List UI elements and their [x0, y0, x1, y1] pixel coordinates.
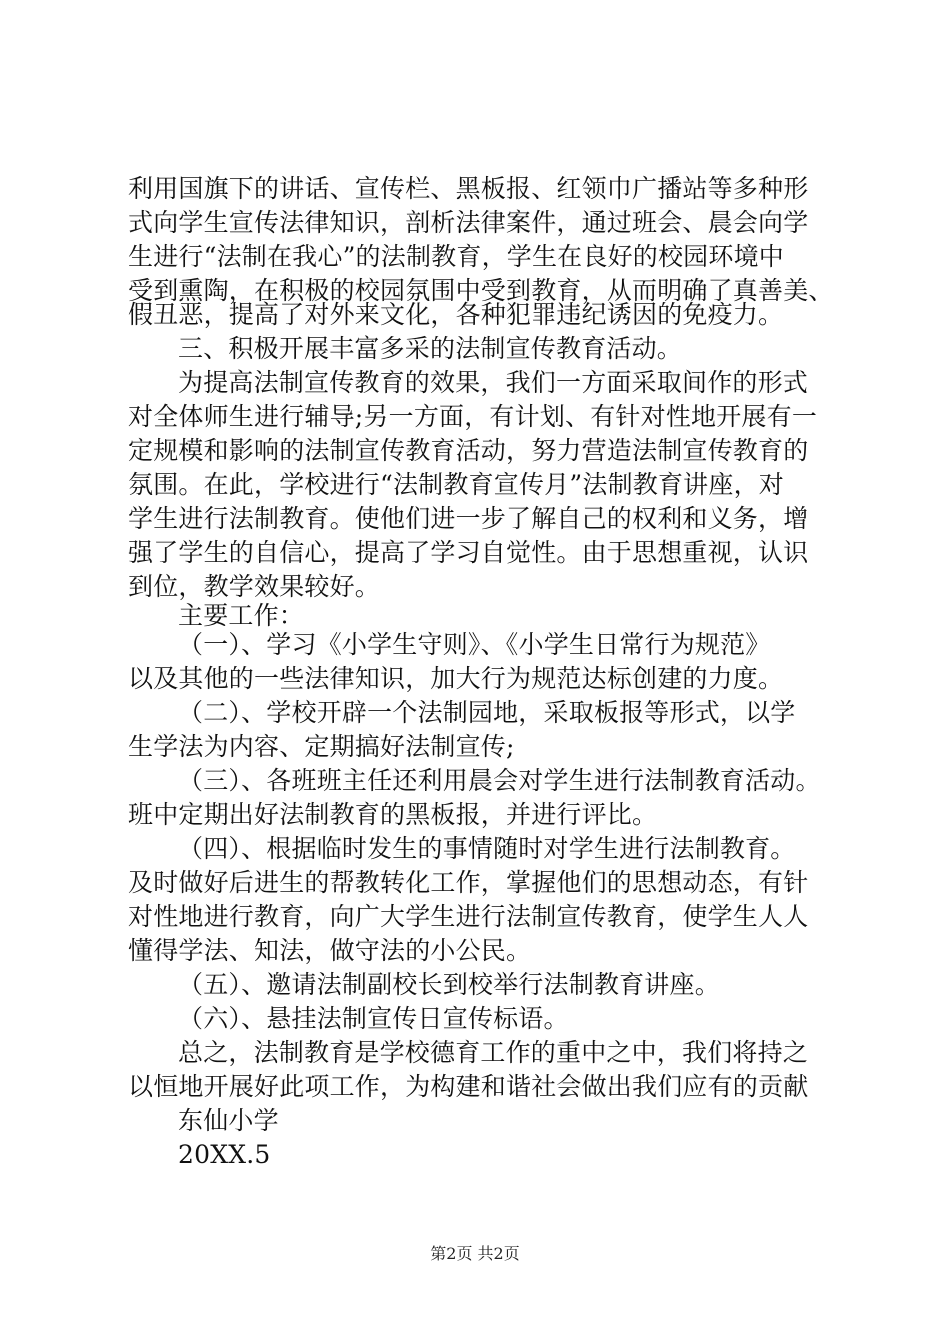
list-item-1-line: 以及其他的一些法律知识，加大行为规范达标创建的力度。: [128, 664, 784, 693]
paragraph-line: 式向学生宣传法律知识，剖析法律案件，通过班会、晨会向学: [128, 208, 809, 237]
list-item-2-line: （二）、学校开辟一个法制园地，采取板报等形式，以学: [178, 698, 796, 727]
list-item-4-line: （四）、根据临时发生的事情随时对学生进行法制教育。: [178, 834, 796, 863]
paragraph-line: 学生进行法制教育。使他们进一步了解自己的权利和义务，增: [128, 504, 809, 533]
conclusion-line: 总之，法制教育是学校德育工作的重中之中，我们将持之: [178, 1038, 809, 1067]
paragraph-line: 定规模和影响的法制宣传教育活动，努力营造法制宣传教育的: [128, 436, 809, 465]
paragraph-line: 假丑恶，提高了对外来文化，各种犯罪违纪诱因的免疫力。: [128, 300, 784, 329]
section-heading: 三、积极开展丰富多采的法制宣传教育活动。: [178, 334, 683, 363]
list-item-2-line: 生学法为内容、定期搞好法制宣传;: [128, 732, 515, 761]
paragraph-line: 受到熏陶，在积极的校园氛围中受到教育，从而明确了真善美、: [128, 276, 834, 305]
paragraph-line: 为提高法制宣传教育的效果，我们一方面采取间作的形式: [178, 368, 809, 397]
paragraph-line: 对全体师生进行辅导;另一方面，有计划、有针对性地开展有一: [128, 402, 818, 431]
list-item-4-line: 懂得学法、知法，做守法的小公民。: [128, 936, 532, 965]
list-item-3-line: （三）、各班班主任还利用晨会对学生进行法制教育活动。: [178, 766, 821, 795]
paragraph-line: 利用国旗下的讲话、宣传栏、黑板报、红领巾广播站等多种形: [128, 174, 809, 203]
paragraph-line: 到位，教学效果较好。: [128, 572, 381, 601]
conclusion-line: 以恒地开展好此项工作，为构建和谐社会做出我们应有的贡献: [128, 1072, 809, 1101]
subheading-main-work: 主要工作：: [178, 601, 305, 630]
paragraph-line: 生进行“法制在我心”的法制教育，学生在良好的校园环境中: [128, 242, 784, 271]
list-item-4-line: 及时做好后进生的帮教转化工作，掌握他们的思想动态，有针: [128, 868, 809, 897]
list-item-3-line: 班中定期出好法制教育的黑板报，并进行评比。: [128, 800, 658, 829]
signature-school: 东仙小学: [178, 1106, 279, 1135]
page-number-footer: 第2页 共2页: [430, 1244, 520, 1263]
list-item-5-line: （五）、邀请法制副校长到校举行法制教育讲座。: [178, 970, 720, 999]
paragraph-line: 强了学生的自信心，提高了学习自觉性。由于思想重视，认识: [128, 538, 809, 567]
list-item-6-line: （六）、悬挂法制宣传日宣传标语。: [178, 1004, 569, 1033]
paragraph-line: 氛围。在此，学校进行“法制教育宣传月”法制教育讲座，对: [128, 470, 784, 499]
signature-date: 20XX.5: [178, 1140, 271, 1169]
list-item-1-line: （一）、学习《小学生守则》、《小学生日常行为规范》: [178, 630, 771, 659]
list-item-4-line: 对性地进行教育，向广大学生进行法制宣传教育，使学生人人: [128, 902, 809, 931]
